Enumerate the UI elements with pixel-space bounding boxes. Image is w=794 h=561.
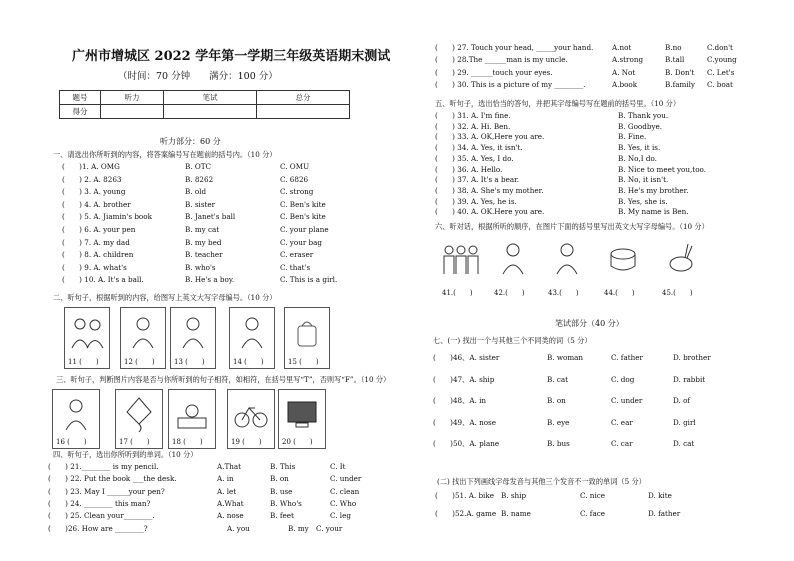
answer-option[interactable]: B. Janet's ball xyxy=(185,212,236,222)
score-header: 笔试 xyxy=(164,91,257,105)
answer-blank[interactable]: 17 ( ) xyxy=(119,438,150,446)
man-icon xyxy=(123,312,163,352)
score-cell[interactable] xyxy=(257,105,350,119)
answer-option[interactable]: B. feet xyxy=(270,511,294,521)
grandpa-icon xyxy=(232,312,272,352)
answer-blank[interactable]: 20 ( ) xyxy=(282,438,313,446)
kite-picture xyxy=(115,389,163,449)
tv-icon xyxy=(282,394,322,434)
answer-blank[interactable]: 44.( ) xyxy=(604,289,635,297)
question-stem: ( ) 40. A. OK.Here you are. xyxy=(435,207,545,217)
question-stem: ( ) 3. A. young xyxy=(62,187,126,197)
question-stem: ( )48、A. in xyxy=(433,396,487,405)
question-stem: ( ) 23. May I ______your pen? xyxy=(48,486,165,496)
answer-option[interactable]: B.family xyxy=(665,80,695,90)
boy-shower-icon xyxy=(56,394,96,434)
boy-sleeping-icon xyxy=(493,238,533,278)
answer-option[interactable]: B. who's xyxy=(185,262,216,272)
answer-option[interactable]: B. teacher xyxy=(185,250,223,260)
answer-option[interactable]: A.strong xyxy=(612,55,644,65)
answer-option[interactable]: C. eraser xyxy=(280,250,314,260)
children-picture xyxy=(438,238,484,297)
written-header: 笔试部分（40 分） xyxy=(555,319,624,328)
boy-waving-picture xyxy=(544,238,590,297)
score-row-label: 得分 xyxy=(60,105,101,119)
answer-option[interactable]: B. name xyxy=(501,508,531,518)
woman-cooking-picture xyxy=(170,307,216,369)
question-stem: ( ) 6. A. your pen xyxy=(62,225,136,234)
answer-option[interactable]: C. clean xyxy=(330,486,360,496)
question-stem: ( )52.A. game xyxy=(435,508,497,518)
answer-option[interactable]: C. Ben's kite xyxy=(280,212,326,222)
answer-option[interactable]: B. on xyxy=(547,396,566,405)
answer-option[interactable]: A.What xyxy=(217,498,244,508)
question-stem: ( ) 25. Clean your________. xyxy=(48,511,155,521)
question-stem: ( )49、A. nose xyxy=(433,417,496,427)
answer-option[interactable]: B. cat xyxy=(547,374,569,384)
boy-shower-picture xyxy=(52,389,100,449)
answer-option[interactable]: C. Ben's kite xyxy=(280,199,326,209)
listening-header: 听力部分：60 分 xyxy=(160,137,221,146)
section-1-title: 一、请选出你所听到的内容，将答案编号写在题前的括号内。（10 分） xyxy=(53,150,277,159)
drum-icon xyxy=(603,238,643,278)
score-header: 总分 xyxy=(257,91,350,105)
answer-option[interactable]: C. your plane xyxy=(280,225,329,234)
section-2-title: 二、听句子，根据听到的内容，给图写上英文大写字母编号。（10 分） xyxy=(53,293,277,302)
answer-blank[interactable]: 13 ( ) xyxy=(174,358,205,366)
cat-bed-icon xyxy=(172,394,212,434)
question-stem: ( )1. A. OMG xyxy=(62,162,120,171)
answer-blank[interactable]: 45.( ) xyxy=(662,289,693,297)
answer-option[interactable]: D. cat xyxy=(673,439,695,448)
answer-option[interactable]: B. No,I do. xyxy=(618,153,657,163)
answer-option[interactable]: C. This is a girl. xyxy=(280,275,338,285)
question-stem: ( )26. How are ________? xyxy=(48,523,148,533)
answer-option[interactable]: C.young xyxy=(707,55,737,65)
section-7-title: 七、(一) 找出一个与其他三个不同类的词（5 分） xyxy=(433,336,592,345)
answer-blank[interactable]: 19 ( ) xyxy=(231,438,262,446)
section-5-title: 五、听句子，选出恰当的答句，并把其字母编号写在题前的括号里。（10 分） xyxy=(435,99,681,108)
exam-subtitle: （时间：70 分钟 满分：100 分） xyxy=(118,71,278,82)
answer-option[interactable]: C. under xyxy=(330,474,362,484)
question-stem: ( ) 8. A. children xyxy=(62,250,134,260)
answer-option[interactable]: B. He's my brother. xyxy=(618,185,689,195)
bike-icon xyxy=(231,394,271,434)
answer-option[interactable]: D. of xyxy=(673,396,691,405)
answer-option[interactable]: B. This xyxy=(270,462,296,471)
rabbit-picture xyxy=(658,238,704,297)
man-picture xyxy=(120,307,166,369)
answer-option[interactable]: C. your xyxy=(316,523,343,533)
answer-option[interactable]: A.That xyxy=(217,462,242,471)
answer-option[interactable]: C. under xyxy=(611,396,643,405)
answer-option[interactable]: B. He's a boy. xyxy=(185,275,235,285)
answer-option[interactable]: B. My name is Ben. xyxy=(618,207,689,217)
question-stem: ( )47、A. ship xyxy=(433,374,495,384)
question-stem: ( ) 36. A. Hello. xyxy=(435,164,503,174)
question-stem: ( ) 30. This is a picture of my ________. xyxy=(435,80,586,90)
woman-cooking-icon xyxy=(173,312,213,352)
answer-option[interactable]: C. your bag xyxy=(280,237,323,247)
answer-option[interactable]: C.don't xyxy=(707,43,733,52)
question-stem: ( ) 7. A. my dad xyxy=(62,237,130,247)
answer-option[interactable]: B. use xyxy=(270,486,293,496)
kite-icon xyxy=(119,394,159,434)
question-stem: ( ) 28.The ______man is my uncle. xyxy=(435,55,568,65)
answer-option[interactable]: B.tall xyxy=(665,55,685,65)
answer-option[interactable]: A. nose xyxy=(217,511,244,521)
answer-option[interactable]: C. face xyxy=(580,508,606,518)
question-stem: ( ) 10. A. It's a ball. xyxy=(62,275,144,285)
bag-icon xyxy=(287,312,327,352)
question-stem: ( ) 31. A. I'm fine. xyxy=(435,111,511,120)
question-stem: ( ) 33. A. OK,Here you are. xyxy=(435,132,545,142)
answer-option[interactable]: B. sister xyxy=(185,199,216,209)
answer-option[interactable]: C. that's xyxy=(280,262,311,272)
score-cell[interactable] xyxy=(101,105,164,119)
answer-option[interactable]: B. my cat xyxy=(185,225,220,234)
answer-option[interactable]: C. father xyxy=(611,353,643,362)
question-stem: ( ) 4. A. brother xyxy=(62,199,131,209)
question-stem: ( ) 39. A. Yes, he is. xyxy=(435,196,517,206)
answer-option[interactable]: D. rabbit xyxy=(673,374,706,384)
answer-blank[interactable]: 15 ( ) xyxy=(288,358,319,366)
score-header: 题号 xyxy=(60,91,101,105)
answer-option[interactable]: C. leg xyxy=(330,511,351,521)
answer-option[interactable]: B. OTC xyxy=(185,162,212,171)
question-stem: ( ) 32. A. Hi. Ben. xyxy=(435,121,511,131)
boy-waving-icon xyxy=(547,238,587,278)
question-stem: ( ) 9. A. what's xyxy=(62,262,127,272)
answer-blank[interactable]: 14 ( ) xyxy=(233,358,264,366)
question-stem: ( ) 21.________ is my pencil. xyxy=(48,462,159,471)
answer-option[interactable]: A. you xyxy=(227,523,250,533)
question-stem: ( ) 22. Put the book ___the desk. xyxy=(48,474,177,484)
answer-option[interactable]: C. 6826 xyxy=(280,174,309,184)
section-3-title: 三、听句子，判断图片内容是否与你所听到的句子相符，如相符，在括号里写“T”，否则写“F”。（10 分） xyxy=(56,375,391,384)
cat-bed-picture xyxy=(168,389,216,449)
answer-option[interactable]: B. Who's xyxy=(270,498,302,508)
answer-option[interactable]: C. strong xyxy=(280,187,314,197)
boy-sleeping-picture xyxy=(490,238,536,297)
answer-option[interactable]: B. eye xyxy=(547,417,570,427)
answer-option[interactable]: D. girl xyxy=(673,417,696,427)
answer-option[interactable]: B. Yes, she is. xyxy=(618,196,668,206)
answer-blank[interactable]: 16 ( ) xyxy=(56,438,87,446)
exam-title: 广州市增城区 2022 学年第一学期三年级英语期末测试 xyxy=(72,49,391,64)
answer-blank[interactable]: 43.( ) xyxy=(548,289,579,297)
question-stem: ( )46、A. sister xyxy=(433,353,500,362)
answer-option[interactable]: C. ear xyxy=(611,417,633,427)
question-stem: ( ) 27. Touch your head, _____your hand. xyxy=(435,43,594,52)
section-4-title: 四、听句子，选出你所听到的单词。（10 分） xyxy=(53,450,198,459)
bag-picture xyxy=(284,307,330,369)
answer-option[interactable]: A. in xyxy=(217,474,234,484)
answer-option[interactable]: B. ship xyxy=(501,491,527,500)
answer-option[interactable]: A.not xyxy=(612,43,632,52)
answer-blank[interactable]: 18 ( ) xyxy=(172,438,203,446)
rabbit-icon xyxy=(661,238,701,278)
answer-option[interactable]: C. dog xyxy=(611,374,635,384)
question-stem: ( ) 2. A. 8263 xyxy=(62,174,122,184)
answer-option[interactable]: A. let xyxy=(217,486,237,496)
grandparents-picture xyxy=(64,307,110,369)
answer-option[interactable]: B. old xyxy=(185,187,207,197)
score-header: 听力 xyxy=(101,91,164,105)
question-stem: ( ) 38. A. She's my mother. xyxy=(435,185,544,195)
answer-option[interactable]: C. car xyxy=(611,439,633,448)
answer-option[interactable]: A. Not xyxy=(612,67,636,77)
question-stem: ( ) 5. A. Jiamin's book xyxy=(62,212,152,222)
drum-picture xyxy=(600,238,646,297)
answer-option[interactable]: B. woman xyxy=(547,353,584,362)
answer-option[interactable]: B. Thank you. xyxy=(618,111,669,120)
section-7b-title: (二) 找出下列画线字母发音与其他三个发音不一致的单词（5 分） xyxy=(437,477,646,486)
bike-picture xyxy=(227,389,275,449)
answer-option[interactable]: D. kite xyxy=(648,491,672,500)
answer-option[interactable]: B. Yes, it is. xyxy=(618,143,661,153)
section-6-title: 六、听对话，根据所听的顺序，在图片下面的括号里写出英文大写字母编号。（10 分） xyxy=(435,222,709,231)
answer-option[interactable]: D. father xyxy=(648,508,681,518)
answer-option[interactable]: A.book xyxy=(612,80,638,90)
score-cell[interactable] xyxy=(164,105,257,119)
answer-option[interactable]: C. Who xyxy=(330,498,357,508)
grandparents-icon xyxy=(67,312,107,352)
answer-option[interactable]: B. my xyxy=(288,523,309,533)
answer-option[interactable]: B. Don't xyxy=(665,67,695,77)
tv-picture xyxy=(278,389,326,449)
grandpa-picture xyxy=(229,307,275,369)
children-icon xyxy=(441,238,481,278)
question-stem: ( ) 37. A. It's a bear. xyxy=(435,175,520,185)
answer-option[interactable]: C. nice xyxy=(580,491,606,500)
question-stem: ( ) 24. ________ this man? xyxy=(48,498,151,508)
question-stem: ( )50、A. plane xyxy=(433,439,500,448)
question-stem: ( ) 35. A. Yes, I do. xyxy=(435,153,514,163)
answer-blank[interactable]: 41.( ) xyxy=(442,289,473,297)
answer-option[interactable]: B. bus xyxy=(547,439,570,448)
answer-option[interactable]: D. brother xyxy=(673,353,711,362)
score-table xyxy=(59,90,350,119)
answer-option[interactable]: B. my bed xyxy=(185,237,222,247)
answer-option[interactable]: B. No, it isn't. xyxy=(618,175,669,185)
answer-option[interactable]: C. boat xyxy=(707,80,733,90)
answer-option[interactable]: C. Let's xyxy=(707,67,735,77)
question-stem: ( ) 34. A. Yes, it isn't. xyxy=(435,143,523,153)
answer-option[interactable]: B. Nice to meet you,too. xyxy=(618,164,707,174)
question-stem: ( )51. A. bike xyxy=(435,491,494,500)
answer-option[interactable]: B. 8262 xyxy=(185,174,214,184)
answer-option[interactable]: B. Fine. xyxy=(618,132,647,142)
answer-option[interactable]: B. Goodbye. xyxy=(618,121,663,131)
answer-option[interactable]: C. OMU xyxy=(280,162,310,171)
answer-blank[interactable]: 12 ( ) xyxy=(124,358,155,366)
answer-blank[interactable]: 42.( ) xyxy=(494,289,525,297)
answer-blank[interactable]: 11 ( ) xyxy=(68,358,99,366)
answer-option[interactable]: C. It xyxy=(330,462,346,471)
answer-option[interactable]: B.no xyxy=(665,43,682,52)
answer-option[interactable]: B. on xyxy=(270,474,289,484)
question-stem: ( ) 29. ______touch your eyes. xyxy=(435,67,553,77)
